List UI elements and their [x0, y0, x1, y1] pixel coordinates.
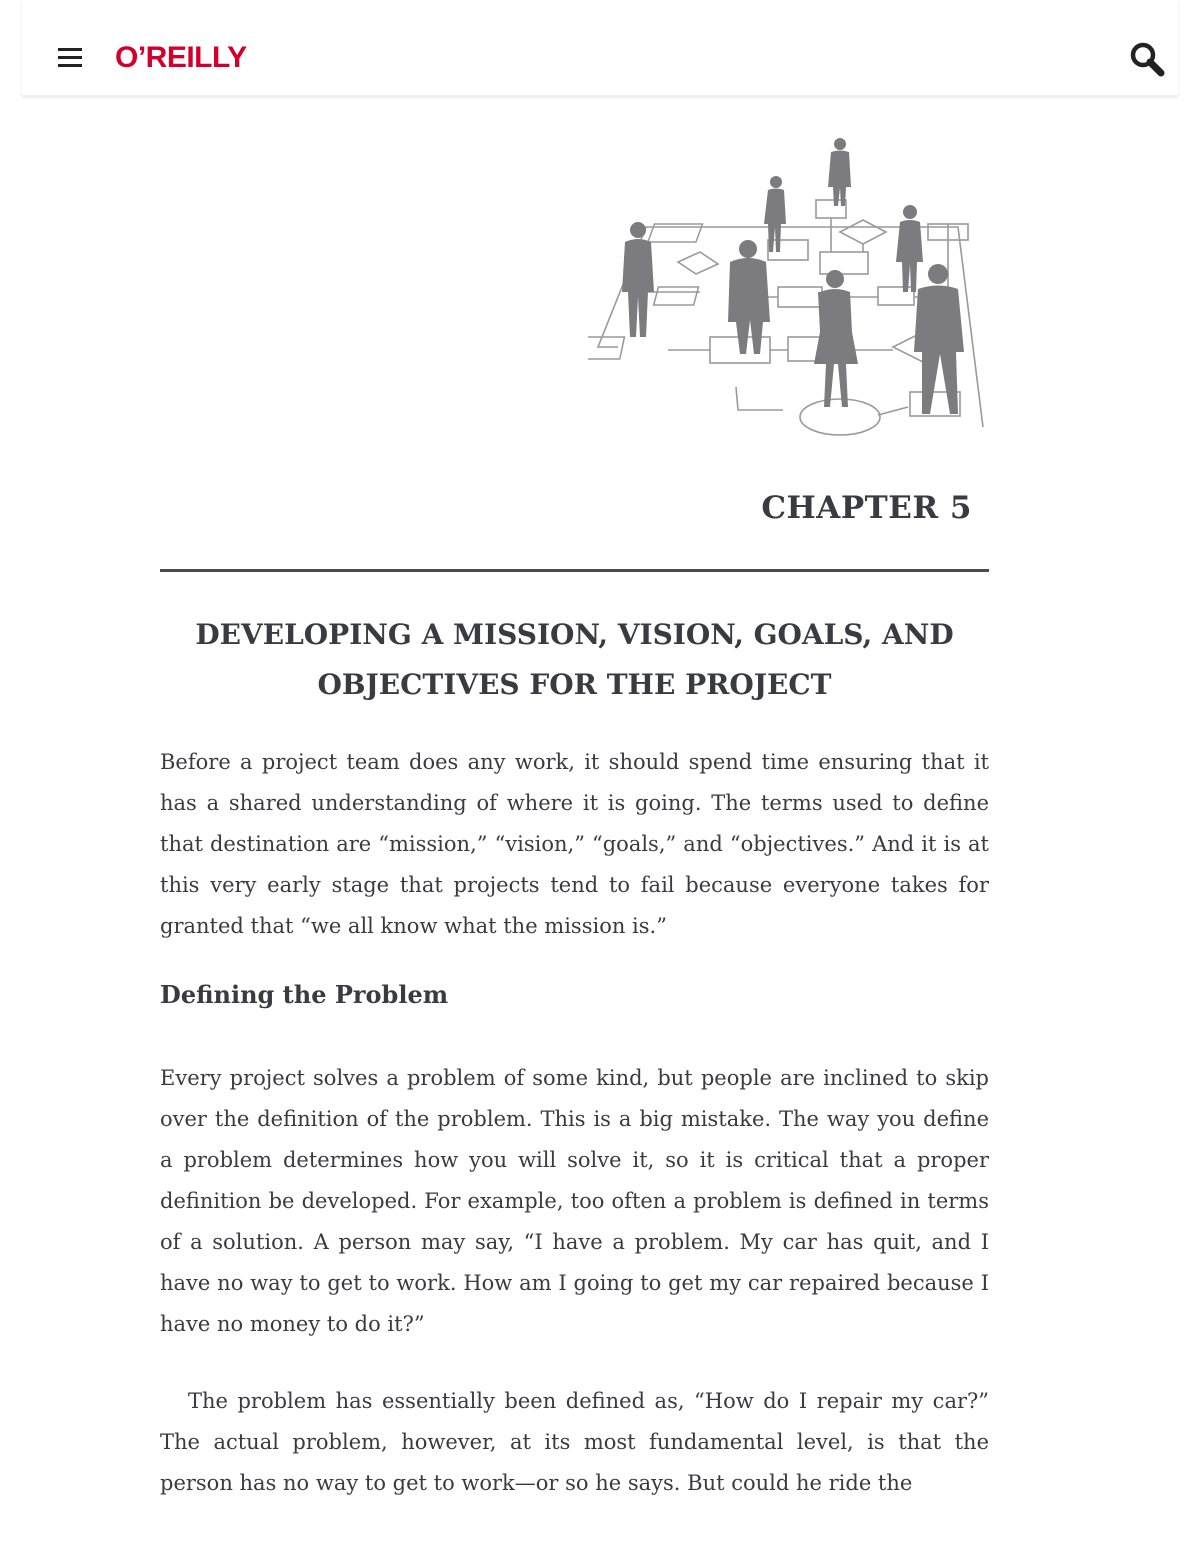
people-on-flowchart-illustration [588, 132, 990, 448]
oreilly-logo[interactable]: O’REILLY [115, 41, 247, 74]
body-paragraph: Every project solves a problem of some kind, but people are inclined to skip over the definition of the problem. This is a big mistake. The way you define a problem determines how you will solve it, so it is critical that a proper definition be developed. For example, too often a problem is defined in terms of a solution. A person may say, “I have a problem. My car has quit, and I have no way to get to work. How am I going to get my car repaired because I have no money to do it?” [160, 1066, 989, 1336]
chapter-divider [160, 569, 989, 572]
section-heading: Defining the Problem [160, 980, 449, 1009]
hamburger-menu-icon[interactable] [58, 48, 82, 68]
intro-paragraph: Before a project team does any work, it should spend time ensuring that it has a shared understanding of where it is going. The terms used to define that destination are “mission,” “vision,” “goals,” and “objectives.” And it is at this very early stage that projects tend to fail because everyone takes for granted that “we all know what the mission is.” [160, 750, 989, 938]
magnifier-icon[interactable] [1128, 40, 1168, 80]
chapter-label: CHAPTER 5 [761, 490, 972, 526]
top-navigation-bar [22, 0, 1178, 96]
chapter-title: DEVELOPING A MISSION, VISION, GOALS, AND OBJECTIVES FOR THE PROJECT [195, 618, 954, 701]
body-paragraph: The problem has essentially been defined as, “How do I repair my car?” The actual problem, however, at its most fundamental level, is that the person has no way to get to work—or so he says. But could he ride the [160, 1389, 989, 1495]
